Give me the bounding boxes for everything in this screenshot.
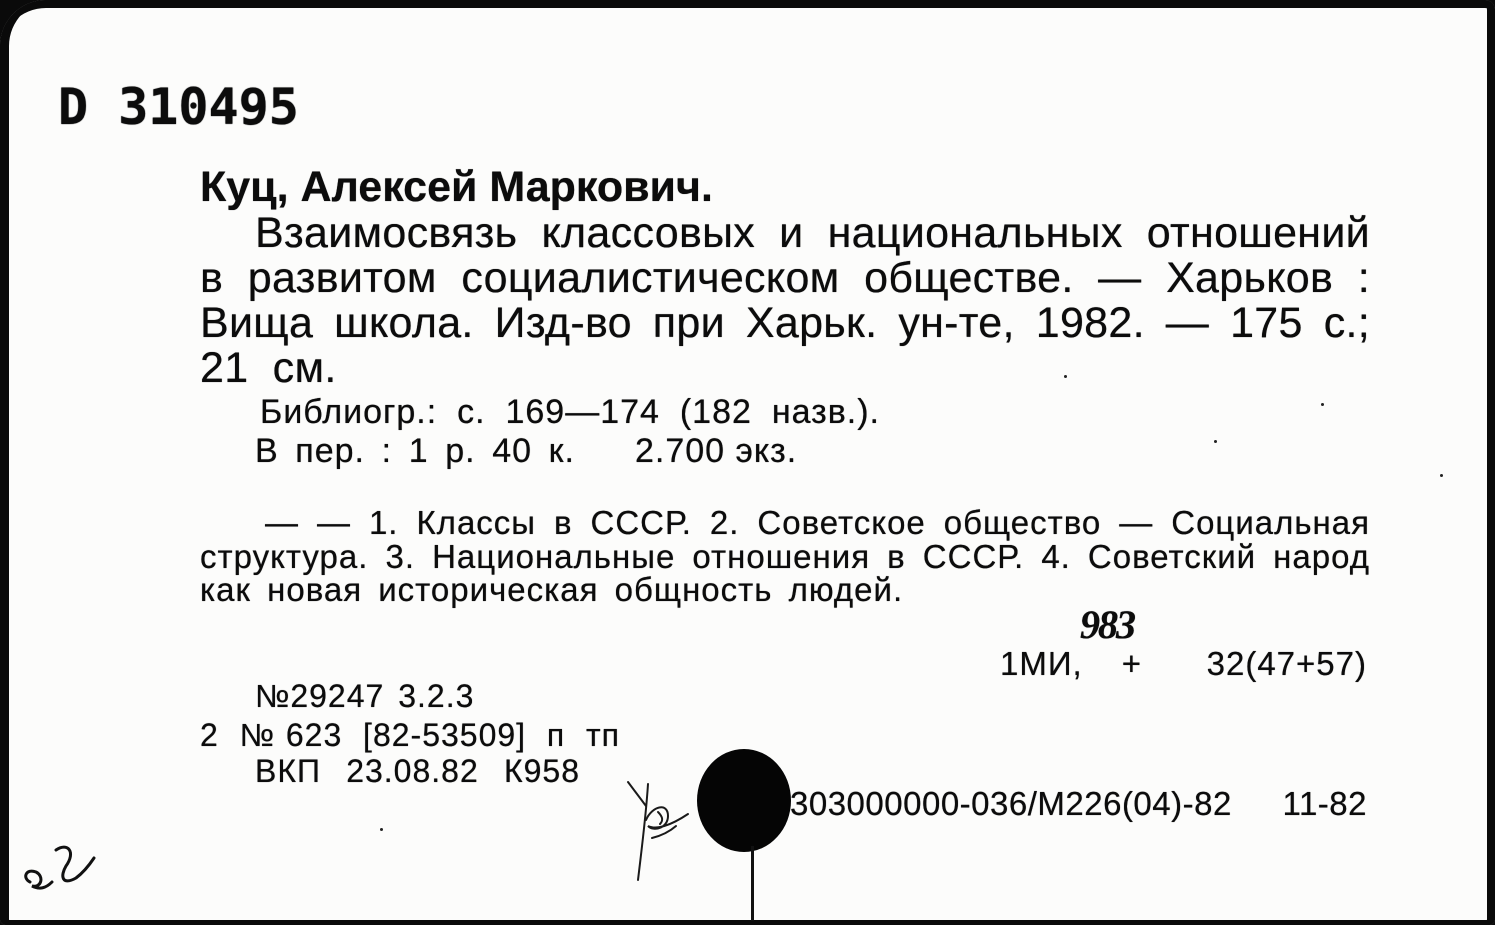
subject-headings: [200, 506, 1370, 608]
title-line: Вища школа. Изд-во при Харьк. ун-те, 1982. — 175 с.;: [200, 299, 1370, 347]
order-line: 2 №623 [82-53509] п тп: [200, 717, 620, 753]
scan-speck: [1214, 440, 1217, 443]
print-run: 2.700 экз.: [635, 432, 798, 470]
classification-code: 1МИ, +: [1000, 645, 1142, 682]
catalog-code: 303000000-036/М226(04)-82 11-82: [790, 785, 1367, 822]
classification-index: 32(47+57): [1206, 645, 1367, 682]
notes: [255, 395, 885, 469]
handwritten-mark-icon: [622, 776, 692, 886]
handwritten-number: 983: [1080, 602, 1134, 647]
scan-speck: [1321, 403, 1324, 406]
record-number: №29247 3.2.3: [255, 678, 475, 714]
vertical-rule: [751, 846, 754, 921]
handwritten-scribble-icon: [16, 838, 98, 900]
scan-speck: [380, 828, 383, 831]
punch-hole: [697, 749, 791, 852]
title-line: в развитом социалистическом обществе. — Харьков :: [200, 254, 1370, 302]
price-note: В пер. : 1 р. 40 к.: [255, 432, 575, 470]
title-description: [200, 209, 1370, 392]
call-number: D 310495: [58, 78, 299, 136]
subject-line: как новая историческая общность людей.: [200, 571, 904, 608]
subject-line: — — 1. Классы в СССР. 2. Советское общество — Социальная: [265, 504, 1370, 541]
classification: [1000, 647, 1367, 683]
scan-speck: [1440, 474, 1443, 477]
registry-line: ВКП 23.08.82 К958: [255, 753, 580, 789]
author-heading: Куц, Алексей Маркович.: [200, 163, 713, 211]
dimensions-line: 21 см.: [200, 344, 337, 392]
bibliography-note: Библиогр.: с. 169—174 (182 назв.).: [260, 393, 880, 431]
subject-line: структура. 3. Национальные отношения в СССР. 4. Советский народ: [200, 538, 1370, 575]
scan-speck: [1064, 375, 1067, 378]
record-info: [200, 680, 630, 790]
title-line: Взаимосвязь классовых и национальных отношений: [255, 209, 1370, 257]
